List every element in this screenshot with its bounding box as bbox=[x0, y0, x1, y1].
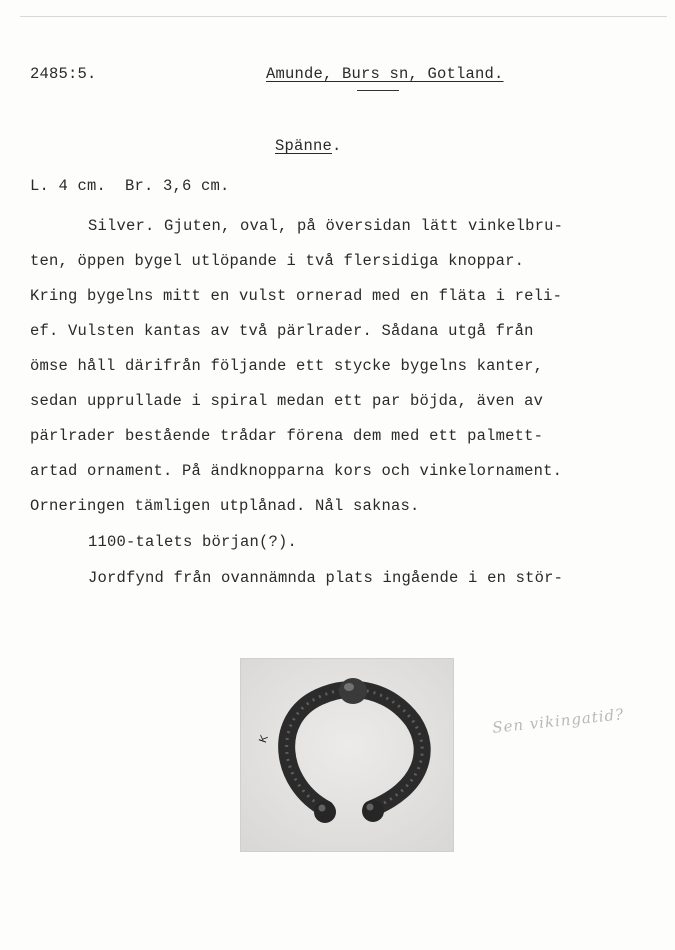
svg-text:K: K bbox=[257, 733, 271, 745]
find-context-line: Jordfynd från ovannämnda plats ingående i en stör- bbox=[88, 569, 564, 587]
site-double-underline bbox=[357, 90, 399, 91]
top-rule bbox=[20, 16, 667, 17]
description-line-9: Orneringen tämligen utplånad. Nål saknas. bbox=[30, 497, 420, 515]
description-line-6: sedan upprullade i spiral medan ett par böjda, även av bbox=[30, 392, 544, 410]
description-line-4: ef. Vulsten kantas av två pärlrader. Sådana utgå från bbox=[30, 322, 534, 340]
description-line-1: Silver. Gjuten, oval, på översidan lätt vinkelbru- bbox=[88, 217, 564, 235]
find-site: Amunde, Burs sn, Gotland. bbox=[266, 65, 504, 83]
description-line-8: artad ornament. På ändknopparna kors och vinkelornament. bbox=[30, 462, 563, 480]
description-line-7: pärlrader bestående trådar förena dem med ett palmett- bbox=[30, 427, 544, 445]
object-dimensions: L. 4 cm. Br. 3,6 cm. bbox=[30, 177, 230, 195]
object-title-text: Spänne bbox=[275, 137, 333, 155]
handwritten-note: Sen vikingatid? bbox=[491, 705, 625, 737]
description-line-5: ömse håll därifrån följande ett stycke bygelns kanter, bbox=[30, 357, 544, 375]
description-line-3: Kring bygelns mitt en vulst ornerad med en fläta i reli- bbox=[30, 287, 563, 305]
object-photo bbox=[240, 658, 454, 852]
object-title: Spänne. bbox=[275, 137, 342, 155]
accession-number: 2485:5. bbox=[30, 65, 97, 83]
dating-line: 1100-talets början(?). bbox=[88, 533, 298, 551]
description-line-2: ten, öppen bygel utlöpande i två flersidiga knoppar. bbox=[30, 252, 525, 270]
penannular-brooch-photo-icon bbox=[241, 659, 453, 851]
